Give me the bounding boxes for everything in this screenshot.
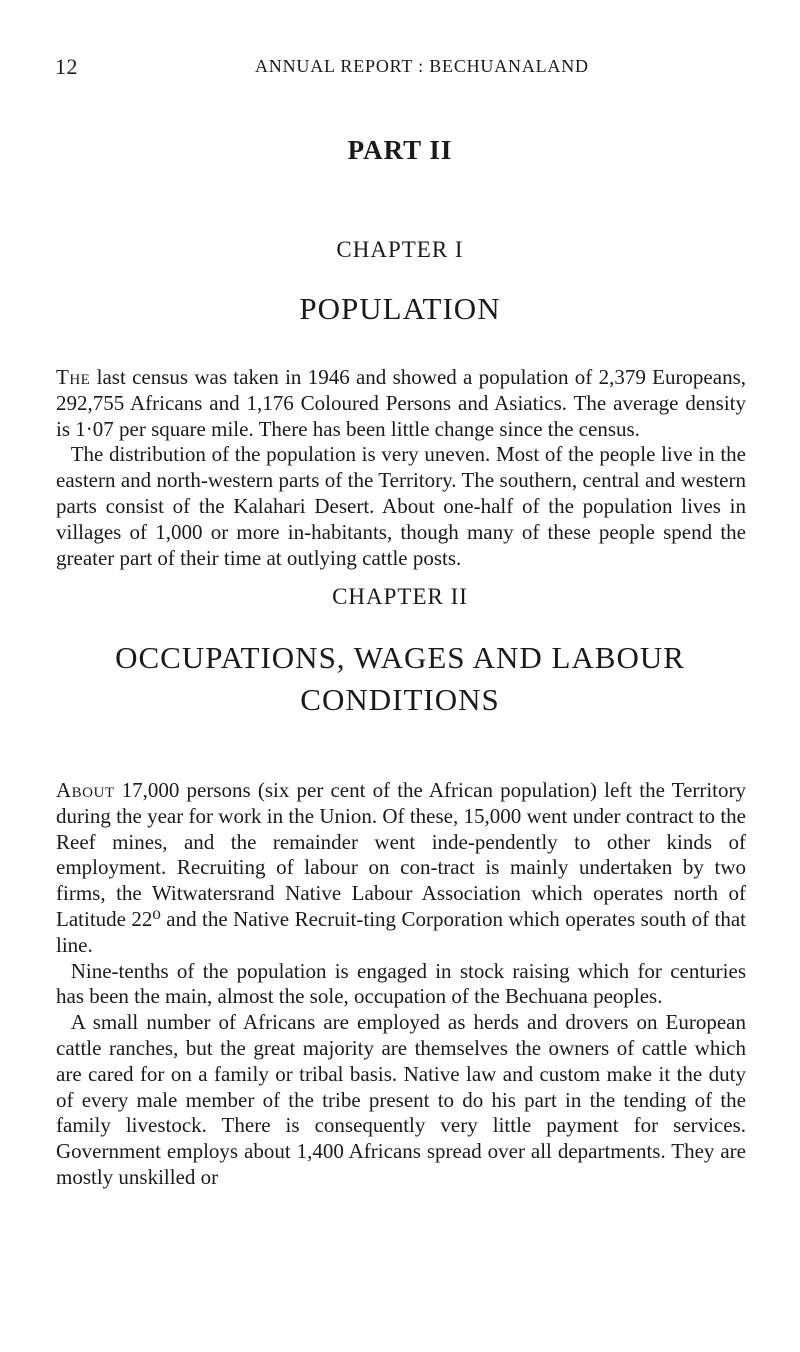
chapter-2-title	[0, 637, 800, 721]
running-title: ANNUAL REPORT : BECHUANALAND	[255, 56, 589, 76]
paragraph-text: The distribution of the population is very uneven. Most of the people live in the eastern and north-western parts of the Territory. The southern, central and western parts consist of the Kalahari Desert. About one-half of the population lives in villages of 1,000 or more in-habitants, though many of these people spend the greater part of their time at outlying cattle posts.	[56, 442, 746, 570]
chapter-2-label: CHAPTER II	[332, 584, 468, 609]
chapter-2-paragraph-2	[56, 959, 746, 1011]
page-number: 12	[55, 54, 78, 79]
chapter-2-body	[56, 778, 746, 1191]
running-head	[55, 52, 745, 82]
chapter-1-title: POPULATION	[299, 291, 501, 326]
chapter-1-paragraph-2	[56, 442, 746, 571]
paragraph-text: A small number of Africans are employed as herds and drovers on European cattle ranches, but the great majority are themselves the owners of cattle which are cared for on a family or tribal basis. Native law and custom make it the duty of every male member of the tribe present to do his part in the tending of the family livestock. There is consequently very little payment for services. Government employs about 1,400 Africans spread over all departments. They are mostly unskilled or	[56, 1010, 746, 1189]
chapter-1-label: CHAPTER I	[336, 237, 464, 262]
chapter-1-body	[56, 365, 746, 571]
chapter-2-paragraph-1	[56, 778, 746, 959]
chapter-2-title-line-1: OCCUPATIONS, WAGES AND LABOUR	[115, 640, 685, 675]
part-heading: PART II	[347, 135, 453, 165]
chapter-2-title-line-2: CONDITIONS	[300, 682, 500, 717]
paragraph-text: 17,000 persons (six per cent of the African population) left the Territory during the year for work in the Union. Of these, 15,000 went under contract to the Reef mines, and the remainder went inde-pendently to other kinds of employment. Recruiting of labour on con-tract is mainly undertaken by two firms, the Witwatersrand Native Labour Association which operates north of Latitude 22⁰ and the Native Recruit-ting Corporation which operates south of that line.	[56, 778, 746, 957]
chapter-1-paragraph-1	[56, 365, 746, 442]
paragraph-text: Nine-tenths of the population is engaged in stock raising which for centuries has been the main, almost the sole, occupation of the Bechuana peoples.	[56, 958, 746, 1009]
paragraph-lead-word: About	[56, 778, 115, 802]
chapter-2-paragraph-3	[56, 1010, 746, 1191]
paragraph-text: last census was taken in 1946 and showed a population of 2,379 Europeans, 292,755 Africans and 1,176 Coloured Persons and Asiatics. The average density is 1·07 per square mile. There has been little change since the census.	[56, 365, 746, 441]
paragraph-lead-word: The	[56, 365, 91, 389]
